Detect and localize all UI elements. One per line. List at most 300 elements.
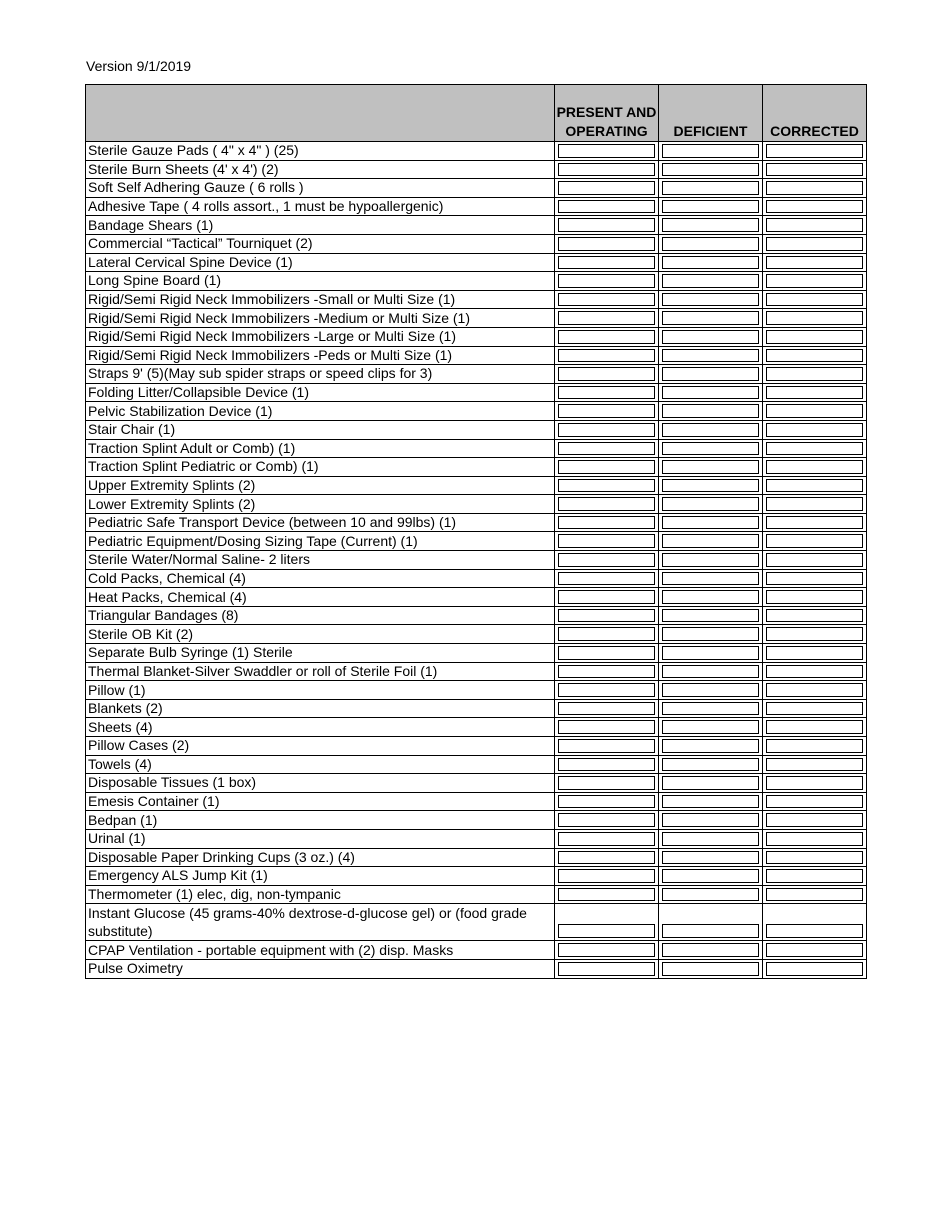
corrected-cell [763,606,867,625]
item-label: Bedpan (1) [86,811,555,830]
deficient-checkbox[interactable] [662,200,759,214]
deficient-cell [659,885,763,904]
present-cell [555,941,659,960]
deficient-checkbox[interactable] [662,404,759,418]
item-label: Upper Extremity Splints (2) [86,476,555,495]
deficient-checkbox[interactable] [662,646,759,660]
deficient-checkbox[interactable] [662,367,759,381]
item-label: Folding Litter/Collapsible Device (1) [86,383,555,402]
corrected-checkbox[interactable] [766,218,863,232]
table-row [86,346,867,365]
item-label: Disposable Paper Drinking Cups (3 oz.) (4) [86,848,555,867]
present-cell [555,625,659,644]
table-row [86,458,867,477]
present-cell [555,737,659,756]
present-checkbox[interactable] [558,534,655,548]
deficient-checkbox[interactable] [662,423,759,437]
present-checkbox[interactable] [558,256,655,270]
corrected-checkbox[interactable] [766,349,863,363]
deficient-checkbox[interactable] [662,293,759,307]
table-row [86,848,867,867]
deficient-cell [659,774,763,793]
item-label: Emesis Container (1) [86,792,555,811]
present-cell [555,569,659,588]
item-label: Disposable Tissues (1 box) [86,774,555,793]
deficient-checkbox[interactable] [662,237,759,251]
table-row [86,606,867,625]
present-checkbox[interactable] [558,646,655,660]
corrected-cell [763,792,867,811]
table-row [86,755,867,774]
present-cell [555,681,659,700]
table-row [86,402,867,421]
present-cell [555,272,659,291]
corrected-checkbox[interactable] [766,590,863,604]
deficient-cell [659,253,763,272]
corrected-cell [763,774,867,793]
corrected-cell [763,458,867,477]
deficient-checkbox[interactable] [662,683,759,697]
deficient-cell [659,811,763,830]
deficient-cell [659,458,763,477]
table-row [86,179,867,198]
corrected-checkbox[interactable] [766,237,863,251]
corrected-cell [763,681,867,700]
present-checkbox[interactable] [558,924,655,938]
item-label: Pediatric Equipment/Dosing Sizing Tape (Current) (1) [86,532,555,551]
corrected-checkbox[interactable] [766,795,863,809]
corrected-cell [763,420,867,439]
deficient-checkbox[interactable] [662,702,759,716]
corrected-cell [763,904,867,941]
deficient-cell [659,718,763,737]
corrected-checkbox[interactable] [766,720,863,734]
corrected-checkbox[interactable] [766,442,863,456]
present-checkbox[interactable] [558,274,655,288]
present-cell [555,216,659,235]
present-cell [555,718,659,737]
corrected-cell [763,327,867,346]
deficient-checkbox[interactable] [662,924,759,938]
corrected-cell [763,551,867,570]
table-row [86,420,867,439]
corrected-checkbox[interactable] [766,776,863,790]
present-checkbox[interactable] [558,218,655,232]
deficient-checkbox[interactable] [662,163,759,177]
corrected-cell [763,439,867,458]
deficient-checkbox[interactable] [662,144,759,158]
present-checkbox[interactable] [558,386,655,400]
deficient-cell [659,495,763,514]
header-row [86,85,867,142]
corrected-checkbox[interactable] [766,460,863,474]
header-present-and-operating: PRESENT AND OPERATING [555,85,659,142]
corrected-cell [763,272,867,291]
item-label: Adhesive Tape ( 4 rolls assort., 1 must be hypoallergenic) [86,197,555,216]
corrected-checkbox[interactable] [766,181,863,195]
corrected-cell [763,216,867,235]
present-checkbox[interactable] [558,349,655,363]
present-cell [555,699,659,718]
present-cell [555,774,659,793]
corrected-checkbox[interactable] [766,479,863,493]
present-checkbox[interactable] [558,163,655,177]
corrected-checkbox[interactable] [766,665,863,679]
deficient-checkbox[interactable] [662,311,759,325]
corrected-checkbox[interactable] [766,609,863,623]
present-cell [555,588,659,607]
deficient-checkbox[interactable] [662,218,759,232]
deficient-cell [659,402,763,421]
present-cell [555,234,659,253]
deficient-checkbox[interactable] [662,181,759,195]
present-checkbox[interactable] [558,758,655,772]
present-checkbox[interactable] [558,479,655,493]
present-checkbox[interactable] [558,795,655,809]
corrected-checkbox[interactable] [766,702,863,716]
present-checkbox[interactable] [558,609,655,623]
present-checkbox[interactable] [558,200,655,214]
present-cell [555,476,659,495]
deficient-cell [659,346,763,365]
present-checkbox[interactable] [558,776,655,790]
corrected-checkbox[interactable] [766,572,863,586]
table-row [86,216,867,235]
deficient-checkbox[interactable] [662,869,759,883]
corrected-checkbox[interactable] [766,367,863,381]
present-cell [555,606,659,625]
deficient-cell [659,662,763,681]
deficient-checkbox[interactable] [662,758,759,772]
table-row [86,142,867,161]
corrected-cell [763,941,867,960]
present-cell [555,755,659,774]
item-label: Instant Glucose (45 grams-40% dextrose-d-glucose gel) or (food grade substitute) [86,904,555,941]
deficient-checkbox[interactable] [662,665,759,679]
present-checkbox[interactable] [558,423,655,437]
corrected-checkbox[interactable] [766,646,863,660]
corrected-cell [763,495,867,514]
table-row [86,588,867,607]
deficient-cell [659,551,763,570]
version-label: Version 9/1/2019 [86,58,192,74]
corrected-cell [763,532,867,551]
table-row [86,495,867,514]
deficient-cell [659,941,763,960]
corrected-cell [763,569,867,588]
corrected-checkbox[interactable] [766,534,863,548]
item-label: Rigid/Semi Rigid Neck Immobilizers -Large or Multi Size (1) [86,327,555,346]
deficient-checkbox[interactable] [662,590,759,604]
deficient-cell [659,588,763,607]
deficient-checkbox[interactable] [662,776,759,790]
corrected-checkbox[interactable] [766,256,863,270]
present-checkbox[interactable] [558,293,655,307]
deficient-cell [659,755,763,774]
present-checkbox[interactable] [558,442,655,456]
deficient-checkbox[interactable] [662,851,759,865]
deficient-checkbox[interactable] [662,962,759,976]
present-checkbox[interactable] [558,869,655,883]
corrected-checkbox[interactable] [766,739,863,753]
present-cell [555,532,659,551]
corrected-cell [763,383,867,402]
table-row [86,234,867,253]
deficient-cell [659,197,763,216]
table-row [86,904,867,941]
present-checkbox[interactable] [558,460,655,474]
corrected-checkbox[interactable] [766,200,863,214]
table-row [86,829,867,848]
corrected-cell [763,402,867,421]
present-checkbox[interactable] [558,943,655,957]
deficient-checkbox[interactable] [662,832,759,846]
corrected-checkbox[interactable] [766,813,863,827]
item-label: Triangular Bandages (8) [86,606,555,625]
corrected-cell [763,234,867,253]
deficient-checkbox[interactable] [662,479,759,493]
present-cell [555,253,659,272]
deficient-checkbox[interactable] [662,609,759,623]
corrected-cell [763,309,867,328]
item-label: Soft Self Adhering Gauze ( 6 rolls ) [86,179,555,198]
corrected-checkbox[interactable] [766,386,863,400]
present-cell [555,179,659,198]
present-checkbox[interactable] [558,627,655,641]
deficient-cell [659,272,763,291]
table-row [86,569,867,588]
present-checkbox[interactable] [558,702,655,716]
table-row [86,327,867,346]
deficient-checkbox[interactable] [662,943,759,957]
deficient-cell [659,569,763,588]
table-row [86,644,867,663]
deficient-cell [659,644,763,663]
deficient-checkbox[interactable] [662,534,759,548]
corrected-checkbox[interactable] [766,943,863,957]
corrected-cell [763,197,867,216]
item-label: Sterile Burn Sheets (4' x 4') (2) [86,160,555,179]
header-item [86,85,555,142]
corrected-cell [763,290,867,309]
corrected-checkbox[interactable] [766,163,863,177]
item-label: Pillow (1) [86,681,555,700]
present-cell [555,160,659,179]
item-label: Commercial “Tactical” Tourniquet (2) [86,234,555,253]
deficient-checkbox[interactable] [662,274,759,288]
corrected-cell [763,718,867,737]
table-row [86,867,867,886]
corrected-checkbox[interactable] [766,924,863,938]
corrected-checkbox[interactable] [766,962,863,976]
corrected-cell [763,662,867,681]
table-row [86,699,867,718]
corrected-checkbox[interactable] [766,851,863,865]
item-label: Pillow Cases (2) [86,737,555,756]
present-cell [555,513,659,532]
deficient-checkbox[interactable] [662,330,759,344]
present-checkbox[interactable] [558,720,655,734]
deficient-checkbox[interactable] [662,516,759,530]
deficient-cell [659,179,763,198]
deficient-checkbox[interactable] [662,386,759,400]
deficient-checkbox[interactable] [662,627,759,641]
corrected-checkbox[interactable] [766,758,863,772]
table-row [86,551,867,570]
present-cell [555,290,659,309]
present-checkbox[interactable] [558,330,655,344]
present-checkbox[interactable] [558,497,655,511]
table-row [86,383,867,402]
table-row [86,774,867,793]
corrected-checkbox[interactable] [766,869,863,883]
present-cell [555,904,659,941]
present-cell [555,346,659,365]
present-checkbox[interactable] [558,572,655,586]
item-label: Sterile Water/Normal Saline- 2 liters [86,551,555,570]
table-row [86,718,867,737]
present-cell [555,848,659,867]
corrected-cell [763,699,867,718]
corrected-checkbox[interactable] [766,888,863,902]
corrected-cell [763,959,867,978]
item-label: Straps 9' (5)(May sub spider straps or speed clips for 3) [86,365,555,384]
table-row [86,272,867,291]
corrected-checkbox[interactable] [766,144,863,158]
present-checkbox[interactable] [558,144,655,158]
present-cell [555,365,659,384]
table-row [86,290,867,309]
present-checkbox[interactable] [558,516,655,530]
corrected-cell [763,365,867,384]
present-checkbox[interactable] [558,367,655,381]
table-row [86,197,867,216]
present-cell [555,811,659,830]
present-cell [555,662,659,681]
deficient-checkbox[interactable] [662,460,759,474]
item-label: Lateral Cervical Spine Device (1) [86,253,555,272]
deficient-cell [659,309,763,328]
deficient-cell [659,904,763,941]
deficient-cell [659,142,763,161]
present-cell [555,867,659,886]
deficient-checkbox[interactable] [662,795,759,809]
item-label: Urinal (1) [86,829,555,848]
corrected-cell [763,829,867,848]
corrected-cell [763,160,867,179]
deficient-checkbox[interactable] [662,813,759,827]
corrected-checkbox[interactable] [766,311,863,325]
item-label: Emergency ALS Jump Kit (1) [86,867,555,886]
item-label: Rigid/Semi Rigid Neck Immobilizers -Small or Multi Size (1) [86,290,555,309]
present-cell [555,197,659,216]
deficient-cell [659,625,763,644]
present-checkbox[interactable] [558,237,655,251]
present-cell [555,792,659,811]
header-deficient: DEFICIENT [659,85,763,142]
present-checkbox[interactable] [558,813,655,827]
corrected-checkbox[interactable] [766,497,863,511]
present-checkbox[interactable] [558,962,655,976]
deficient-cell [659,327,763,346]
corrected-checkbox[interactable] [766,293,863,307]
table-row [86,309,867,328]
table-row [86,625,867,644]
corrected-checkbox[interactable] [766,274,863,288]
present-checkbox[interactable] [558,851,655,865]
deficient-checkbox[interactable] [662,739,759,753]
present-checkbox[interactable] [558,553,655,567]
present-checkbox[interactable] [558,404,655,418]
deficient-cell [659,160,763,179]
present-checkbox[interactable] [558,665,655,679]
table-row [86,365,867,384]
corrected-checkbox[interactable] [766,683,863,697]
present-checkbox[interactable] [558,683,655,697]
deficient-cell [659,383,763,402]
corrected-cell [763,476,867,495]
table-row [86,476,867,495]
corrected-checkbox[interactable] [766,627,863,641]
deficient-cell [659,234,763,253]
deficient-cell [659,513,763,532]
present-checkbox[interactable] [558,181,655,195]
deficient-checkbox[interactable] [662,349,759,363]
present-checkbox[interactable] [558,832,655,846]
table-row [86,160,867,179]
item-label: Cold Packs, Chemical (4) [86,569,555,588]
corrected-checkbox[interactable] [766,832,863,846]
corrected-checkbox[interactable] [766,553,863,567]
table-row [86,885,867,904]
deficient-cell [659,681,763,700]
corrected-checkbox[interactable] [766,404,863,418]
deficient-checkbox[interactable] [662,553,759,567]
deficient-cell [659,290,763,309]
table-row [86,253,867,272]
deficient-checkbox[interactable] [662,256,759,270]
corrected-cell [763,848,867,867]
item-label: Long Spine Board (1) [86,272,555,291]
corrected-checkbox[interactable] [766,516,863,530]
item-label: Sterile Gauze Pads ( 4" x 4" ) (25) [86,142,555,161]
table-row [86,941,867,960]
deficient-checkbox[interactable] [662,442,759,456]
corrected-cell [763,253,867,272]
present-checkbox[interactable] [558,888,655,902]
corrected-cell [763,737,867,756]
present-checkbox[interactable] [558,739,655,753]
corrected-checkbox[interactable] [766,330,863,344]
corrected-cell [763,625,867,644]
deficient-checkbox[interactable] [662,497,759,511]
present-checkbox[interactable] [558,311,655,325]
present-cell [555,439,659,458]
corrected-cell [763,588,867,607]
present-cell [555,959,659,978]
present-checkbox[interactable] [558,590,655,604]
item-label: Rigid/Semi Rigid Neck Immobilizers -Peds or Multi Size (1) [86,346,555,365]
corrected-checkbox[interactable] [766,423,863,437]
corrected-cell [763,811,867,830]
table-row [86,681,867,700]
item-label: Pelvic Stabilization Device (1) [86,402,555,421]
deficient-checkbox[interactable] [662,888,759,902]
item-label: Traction Splint Pediatric or Comb) (1) [86,458,555,477]
deficient-checkbox[interactable] [662,572,759,586]
item-label: Heat Packs, Chemical (4) [86,588,555,607]
deficient-checkbox[interactable] [662,720,759,734]
